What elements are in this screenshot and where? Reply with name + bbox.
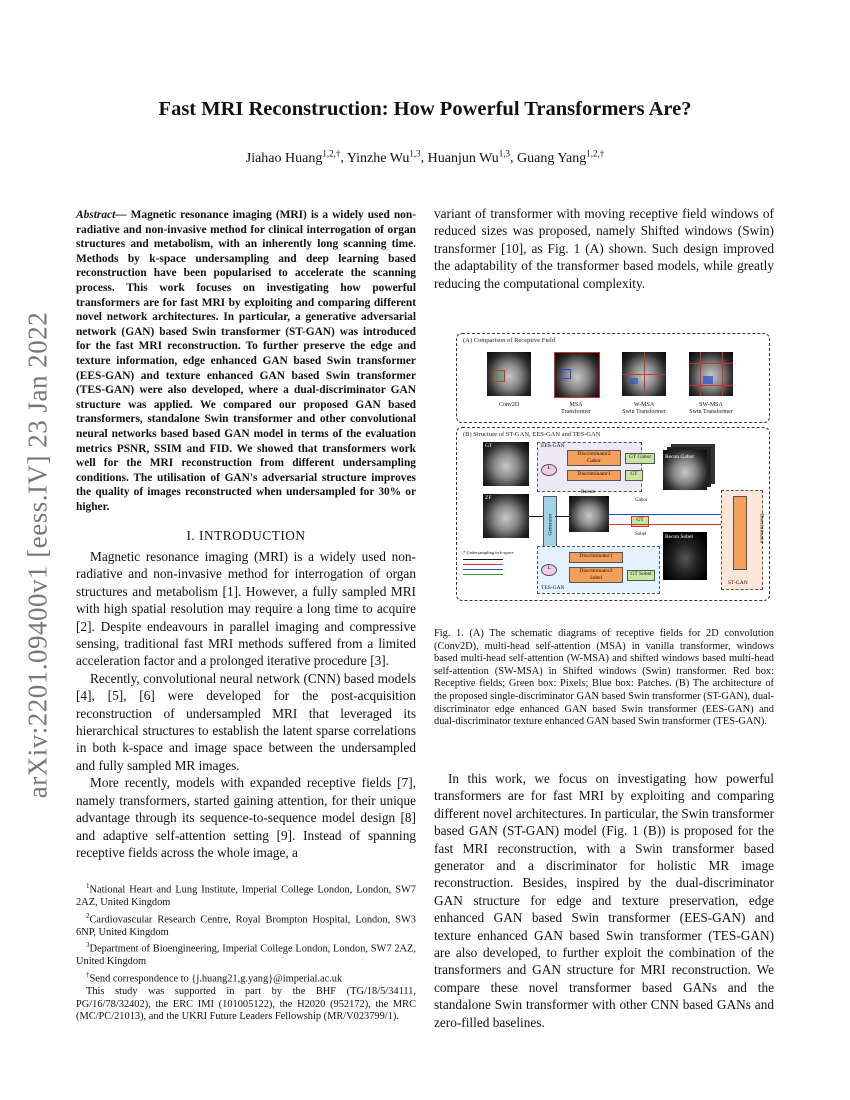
disc2-gabor: Discriminator2 Gabor [567, 450, 621, 466]
gt-top: GT [625, 470, 643, 481]
intro-paragraph-2: Recently, convolutional neural network (CNN) based models [4], [5], [6] were developed for the post-acquisition reconstruction of undersampled MRI that leveraged its hierarchical structures to establish the latent sparse correlations in both k-space and image space between the undersampled and fully sampled MR images. [76, 670, 416, 773]
footnote-correspondence: †Send correspondence to {j.huang21,g.yang}@imperial.ac.uk [86, 970, 343, 985]
connector-line [609, 514, 721, 515]
footnote-funding: This study was supported in part by the BHF (TG/18/5/34111, PG/16/78/32402), the ERC IMI (101005122), the H2020 (952172), the MRC (MC/PC/21013), and the UKRI Future Leaders Fellowship (MR/V023799/1). [76, 986, 416, 1023]
recon-gabor-label: Recon Gabor [665, 454, 695, 460]
arxiv-sidebar [18, 300, 58, 810]
st-gan-box: ST-GAN [721, 490, 763, 590]
figure-legend: * Undersampling in k-space [463, 550, 533, 575]
label-msa: MSA Transformer [561, 402, 591, 415]
recon-label: Recon [581, 489, 596, 495]
introduction-body [76, 548, 416, 861]
sobel-label: Sobel [635, 532, 647, 537]
footnote-1: $^1$National Heart and Lung Institute, Imperial College London, London, SW7 2AZ, United Kingdom [76, 882, 416, 909]
author-list: Jiahao Huang$^{1,2,\dagger}$, Yinzhe Wu$^{1,3}$, Huanjun Wu$^{1,3}$, Guang Yang$^{1,2,\dagger}$ [245, 148, 605, 166]
mri-thumb-conv2d [487, 352, 531, 396]
tes-gan-box: TES-GAN [537, 546, 660, 594]
author-name: Jiahao Huang$^{1,2,\dagger}$ [245, 148, 341, 166]
intro-paragraph-1: Magnetic resonance imaging (MRI) is a widely used non-radiative and non-invasive method for interrogation of organ structures and metabolism [1]. However, a fully sampled MRI with high spatial resolution may require a long time to acquire [2]. Despite endeavours in parallel imaging and compressive sensing, traditional fast MRI methods suffered from a limited acceleration factor and a prolonged iterative procedure [3]. [76, 549, 416, 669]
right-paragraph: In this work, we focus on investigating how powerful transformers are for fast MRI by exploiting and comparing different novel architectures. In particular, the Swin transformer based GAN (ST-GAN) model (Fig. 1 (B)) is proposed for the fast MRI reconstruction, with a Swin transformer based generator and a discriminator for holistic MR image reconstruction. Besides, inspired by the dual-discriminator GAN structure for edge and texture preservation, edge enhanced GAN based Swin transformer (EES-GAN) and texture enhanced GAN based Swin transformer (TES-GAN) are also developed, to further exploit the combination of the transformers and GAN structure for MRI reconstruction. We compare these novel transformer based GANs and the standalone Swin transformer with other CNN based GANs and zero-filled baselines. [434, 771, 775, 1030]
arxiv-id: arXiv:2201.09400v1 [eess.IV] 23 Jan 2022 [22, 311, 53, 799]
gabor-label: Gabor [635, 498, 648, 503]
abstract-text: Magnetic resonance imaging (MRI) is a widely used non-radiative and non-invasive method for clinical interrogation of organ structures and metabolism, with an inherently long scanning time. Methods by k-space undersampling and deep learning based reconstruction have been popularised to accelerate the scanning process. This work focuses on investigating how powerful transformers are for fast MRI by exploiting and comparing different novel network architectures. In particular, a generative adversarial network (GAN) based Swin transformer (ST-GAN) was introduced for the fast MRI reconstruction. To further preserve the edge and texture information, edge enhanced GAN based Swin transformer (EES-GAN) and texture enhanced GAN based Swin transformer (TES-GAN) were also developed, where a dual-discriminator GAN structure was applied. We compared our proposed GAN based transformers, standalone Swin transformer and other convolutional neural networks based based GAN model in terms of the evaluation metrics PSNR, SSIM and FID. We showed that transformers work well for the MRI reconstruction from different undersampling conditions. The utilisation of GAN's adversarial structure improves the quality of images reconstructed when undersampled for 30% or higher. [76, 209, 416, 513]
connector-line [529, 516, 543, 517]
figure-caption: Fig. 1. (A) The schematic diagrams of receptive fields for 2D convolution (Conv2D), multi-head self-attention (MSA) in vanilla transformer, windows based multi-head self-attention (W-MSA) and shifted windows based multi-head self-attention (SW-MSA) in Shifted windows (Swin) transformer. Red box: Receptive fields; Green box: Pixels; Blue box: Patches. (B) The architecture of the proposed single-discriminator GAN based Swin transformer (ST-GAN), dual-discriminator edge enhanced GAN based Swin transformer (EES-GAN) and dual-discriminator texture enhanced GAN based Swin transformer (TES-GAN). [434, 628, 774, 728]
label-conv2d: Conv2D [498, 402, 520, 408]
paper-title: Fast MRI Reconstruction: How Powerful Transformers Are? [158, 98, 692, 120]
mri-zf-image: ZF [483, 494, 529, 538]
label-swmsa: SW-MSA Swin Transformer [689, 402, 733, 415]
ees-gan-box: EES-GAN [537, 442, 642, 492]
footnote-2: $^2$Cardiovascular Research Centre, Royal Brompton Hospital, London, SW3 6NP, United Kingdom [76, 911, 416, 938]
figure-panel-a [456, 333, 770, 423]
intro-paragraph-3: More recently, models with expanded receptive fields [7], namely transformers, started gaining attention, for their unique advantage through its sequence-to-sequence model design [8] and adaptive self-attention setting [9]. Instead of spanning receptive fields across the whole image, a [76, 775, 416, 860]
footnote-3: $^3$Department of Bioengineering, Imperial College London, London, SW7 2AZ, United Kingdom [76, 941, 416, 968]
loss-top: L [541, 464, 557, 476]
recon-image [569, 496, 609, 532]
footnotes [76, 880, 416, 1024]
author-name: Yinzhe Wu$^{1,3}$ [346, 148, 421, 166]
abstract-label: Abstract— [76, 209, 127, 221]
mri-thumb-swmsa [689, 352, 733, 396]
gt-mid: GT [631, 516, 649, 527]
continued-paragraph: variant of transformer with moving receptive field windows of reduced sizes was proposed, namely Shifted windows (Swin) transformer [10], as Fig. 1 (A) shown. Such design improved the adaptability of the transformer based models, while greatly reducing the computational complexity. [434, 206, 774, 291]
figure-panel-b [456, 427, 770, 601]
author-name: Huanjun Wu$^{1,3}$ [427, 148, 511, 166]
recon-sobel-label: Recon Sobel [665, 534, 693, 540]
disc1-top: Discriminator1 [567, 470, 621, 481]
panel-b-title: (B) Structure of ST-GAN, EES-GAN and TES-GAN [463, 431, 601, 438]
mri-thumb-wmsa [622, 352, 666, 396]
disc2-sobel: Discriminator2 Sobel [569, 567, 623, 583]
gt-sobel: GT Sobel [627, 570, 655, 581]
generator-box: Generator [543, 496, 557, 552]
loss-bottom: L [541, 564, 557, 576]
connector-line [609, 524, 721, 525]
author-name: Guang Yang$^{1,2,\dagger}$ [517, 148, 605, 166]
gt-gabor: GT Gabor [625, 453, 655, 464]
panel-a-title: (A) Comparison of Receptive Field [463, 337, 556, 344]
abstract [76, 208, 416, 514]
figure-1 [456, 333, 770, 601]
st-discriminator: Discriminator [733, 496, 747, 570]
mri-gt-image: GT [483, 442, 529, 486]
section-heading: I. INTRODUCTION [186, 528, 306, 543]
connector-line [555, 516, 569, 517]
disc1-bottom: Discriminator1 [569, 552, 623, 563]
mri-thumb-msa [554, 352, 600, 398]
label-wmsa: W-MSA Swin Transformer [622, 402, 666, 415]
